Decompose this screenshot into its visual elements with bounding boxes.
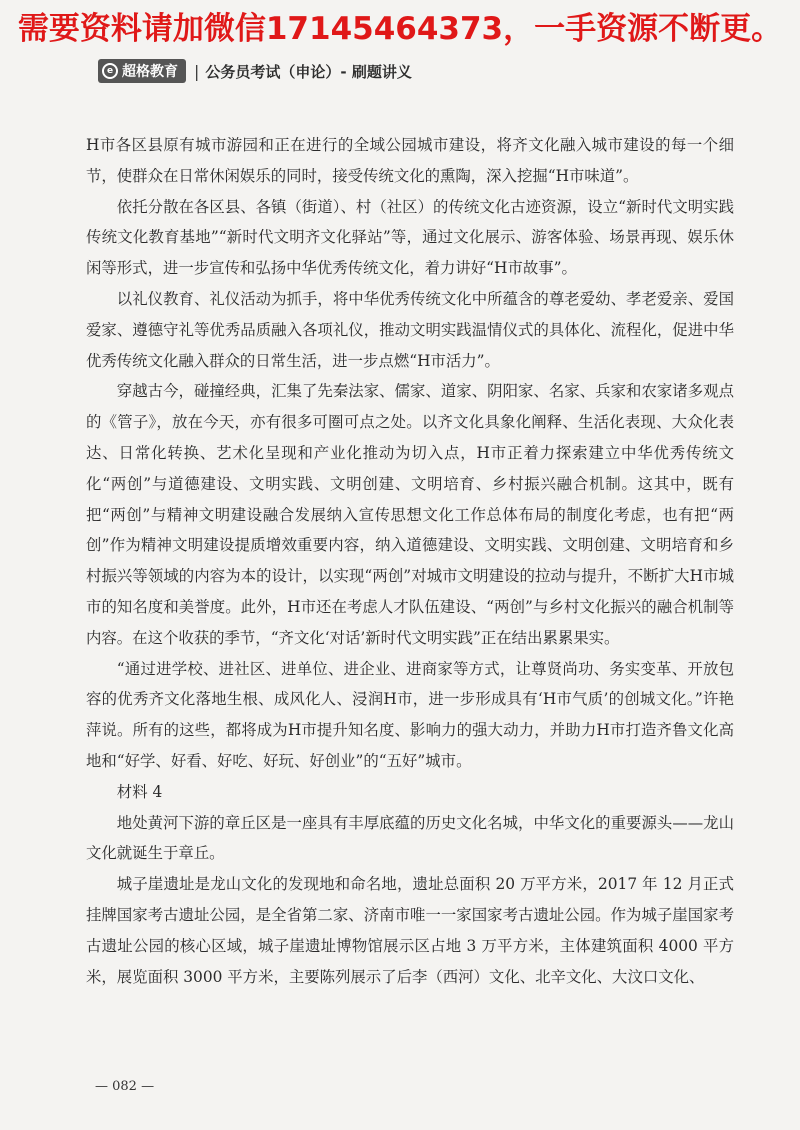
- material-heading: 材料 4: [116, 782, 163, 801]
- document-body: [86, 130, 734, 992]
- material-paragraph-1: 地处黄河下游的章丘区是一座具有丰厚底蕴的历史文化名城，中华文化的重要源头——龙山文化就诞生于章丘。: [86, 813, 734, 863]
- watermark-banner: 需要资料请加微信17145464373，一手资源不断更。: [17, 11, 783, 47]
- publisher-logo: [98, 59, 186, 83]
- header-separator: |: [194, 61, 200, 81]
- material-paragraph-2: 城子崖遗址是龙山文化的发现地和命名地，遗址总面积 20 万平方米，2017 年 12 月正式挂牌国家考古遗址公园，是全省第二家、济南市唯一一家国家考古遗址公园。作为城子崖国家考古遗址公园的核心区域，城子崖遗址博物馆展示区占地 3 万平方米，主体建筑面积 4000 平方米，展览面积 3000 平方米，主要陈列展示了后李（西河）文化、北辛文化、大汶口文化、: [86, 875, 734, 986]
- page-number: — 082 —: [95, 1079, 155, 1094]
- paragraph-1: H市各区县原有城市游园和正在进行的全域公园城市建设，将齐文化融入城市建设的每一个细节，使群众在日常休闲娱乐的同时，接受传统文化的熏陶，深入挖掘“H市味道”。: [86, 136, 734, 185]
- logo-text: 超格教育: [122, 64, 178, 80]
- header-title: 公务员考试（申论）- 刷题讲义: [205, 62, 412, 81]
- paragraph-2: 依托分散在各区县、各镇（街道）、村（社区）的传统文化古迹资源，设立“新时代文明实践传统文化教育基地”“新时代文明齐文化驿站”等，通过文化展示、游客体验、场景再现、娱乐休闲等形式，进一步宣传和弘扬中华优秀传统文化，着力讲好“H市故事”。: [86, 197, 734, 278]
- paragraph-4: 穿越古今，碰撞经典，汇集了先秦法家、儒家、道家、阴阳家、名家、兵家和农家诸多观点的《管子》，放在今天，亦有很多可圈可点之处。以齐文化具象化阐释、生活化表现、大众化表达、日常化转换、艺术化呈现和产业化推动为切入点，H市正着力探索建立中华优秀传统文化“两创”与道德建设、文明实践、文明创建、文明培育、乡村振兴融合机制。这其中，既有把“两创”与精神文明建设融合发展纳入宣传思想文化工作总体布局的制度化考虑，也有把“两创”作为精神文明建设提质增效重要内容，纳入道德建设、文明实践、文明创建、文明培育和乡村振兴等领域的内容为本的设计，以实现“两创”对城市文明建设的拉动与提升，不断扩大H市城市的知名度和美誉度。此外，H市还在考虑人才队伍建设、“两创”与乡村文化振兴的融合机制等内容。在这个收获的季节，“齐文化‘对话’新时代文明实践”正在结出累累果实。: [86, 382, 734, 647]
- logo-icon: e: [102, 63, 118, 79]
- paragraph-5: “通过进学校、进社区、进单位、进企业、进商家等方式，让尊贤尚功、务实变革、开放包容的优秀齐文化落地生根、成风化人、浸润H市，进一步形成具有‘H市气质’的创城文化。”许艳萍说。所有的这些，都将成为H市提升知名度、影响力的强大动力，并助力H市打造齐鲁文化高地和“好学、好看、好吃、好玩、好创业”的“五好”城市。: [86, 659, 734, 770]
- paragraph-3: 以礼仪教育、礼仪活动为抓手，将中华优秀传统文化中所蕴含的尊老爱幼、孝老爱亲、爱国爱家、遵德守礼等优秀品质融入各项礼仪，推动文明实践温情仪式的具体化、流程化，促进中华优秀传统文化融入群众的日常生活，进一步点燃“H市活力”。: [86, 289, 734, 370]
- page-header: [98, 58, 412, 84]
